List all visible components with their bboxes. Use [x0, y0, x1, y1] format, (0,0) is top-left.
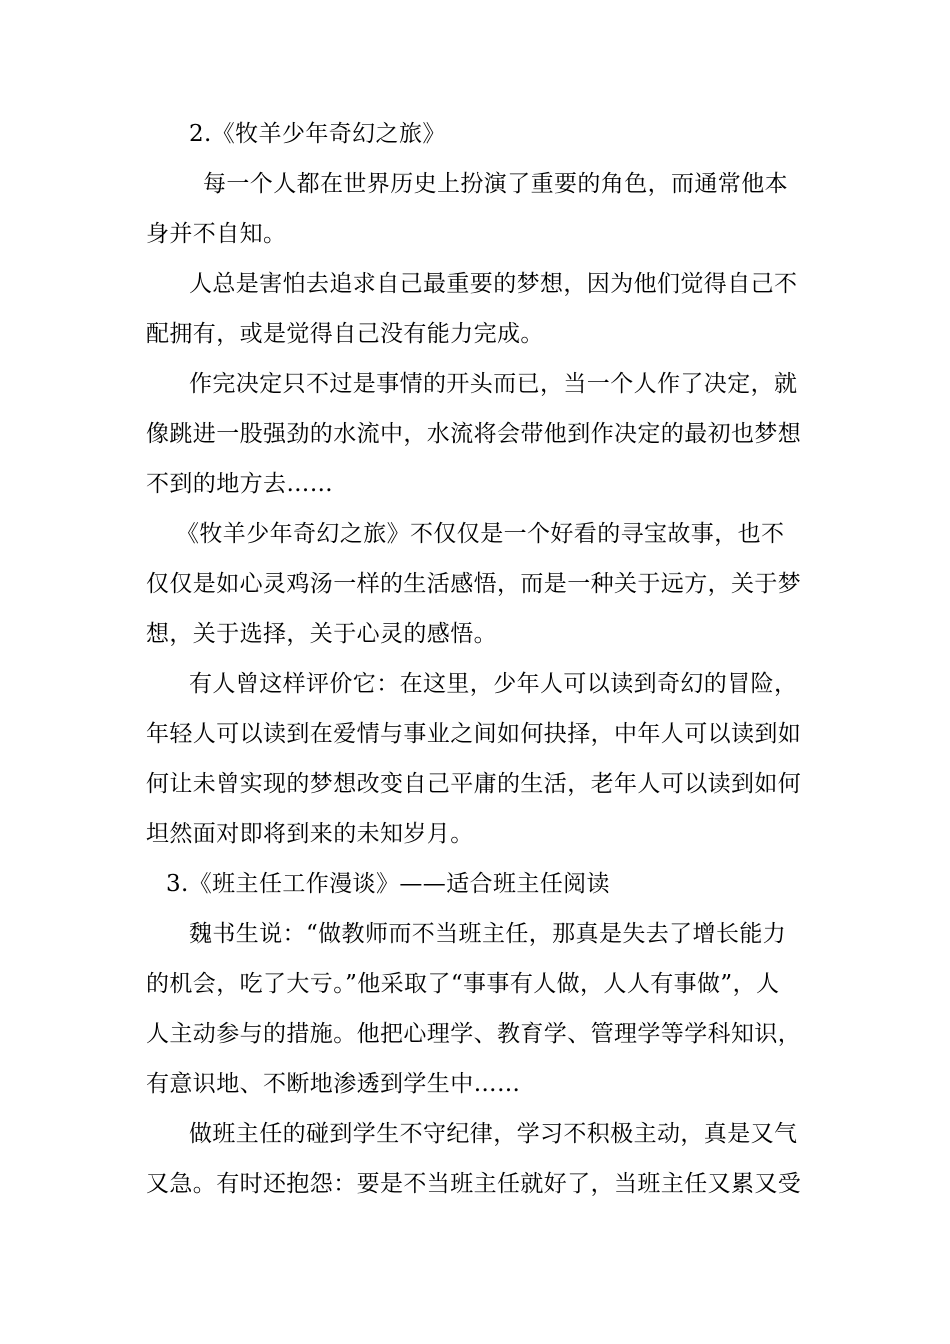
paragraph-7-line-2: 又急。有时还抱怨：要是不当班主任就好了，当班主任又累又受: [146, 1171, 802, 1197]
paragraph-2-line-1: 人总是害怕去追求自己最重要的梦想，因为他们觉得自己不: [189, 271, 798, 297]
paragraph-2-line-2: 配拥有，或是觉得自己没有能力完成。: [146, 321, 544, 347]
paragraph-4-line-1: 《牧羊少年奇幻之旅》不仅仅是一个好看的寻宝故事，也不: [176, 521, 785, 547]
paragraph-1-line-1: 每一个人都在世界历史上扮演了重要的角色，而通常他本: [203, 171, 788, 197]
paragraph-5-line-3: 何让未曾实现的梦想改变自己平庸的生活，老年人可以读到如何: [146, 771, 802, 797]
paragraph-6-line-1: 魏书生说：“做教师而不当班主任，那真是失去了增长能力: [189, 921, 787, 947]
paragraph-5-line-4: 坦然面对即将到来的未知岁月。: [146, 821, 474, 847]
paragraph-5-line-2: 年轻人可以读到在爱情与事业之间如何抉择，中年人可以读到如: [146, 721, 802, 747]
section-heading-3: 3.《班主任工作漫谈》——适合班主任阅读: [166, 871, 610, 897]
section-heading-2: 2.《牧羊少年奇幻之旅》: [189, 121, 446, 147]
paragraph-1-line-2: 身并不自知。: [146, 221, 287, 247]
paragraph-6-line-4: 有意识地、不断地渗透到学生中……: [146, 1071, 521, 1097]
paragraph-3-line-2: 像跳进一股强劲的水流中，水流将会带他到作决定的最初也梦想: [146, 421, 802, 447]
paragraph-7-line-1: 做班主任的碰到学生不守纪律，学习不积极主动，真是又气: [189, 1121, 798, 1147]
paragraph-4-line-2: 仅仅是如心灵鸡汤一样的生活感悟，而是一种关于远方，关于梦: [146, 571, 802, 597]
paragraph-5-line-1: 有人曾这样评价它：在这里，少年人可以读到奇幻的冒险，: [189, 671, 798, 697]
paragraph-3-line-1: 作完决定只不过是事情的开头而已，当一个人作了决定，就: [189, 371, 798, 397]
paragraph-6-line-3: 人主动参与的措施。他把心理学、教育学、管理学等学科知识，: [146, 1021, 802, 1047]
paragraph-4-line-3: 想，关于选择，关于心灵的感悟。: [146, 621, 497, 647]
paragraph-3-line-3: 不到的地方去……: [146, 471, 334, 497]
paragraph-6-line-2: 的机会，吃了大亏。”他采取了“事事有人做，人人有事做”，人: [146, 971, 780, 997]
